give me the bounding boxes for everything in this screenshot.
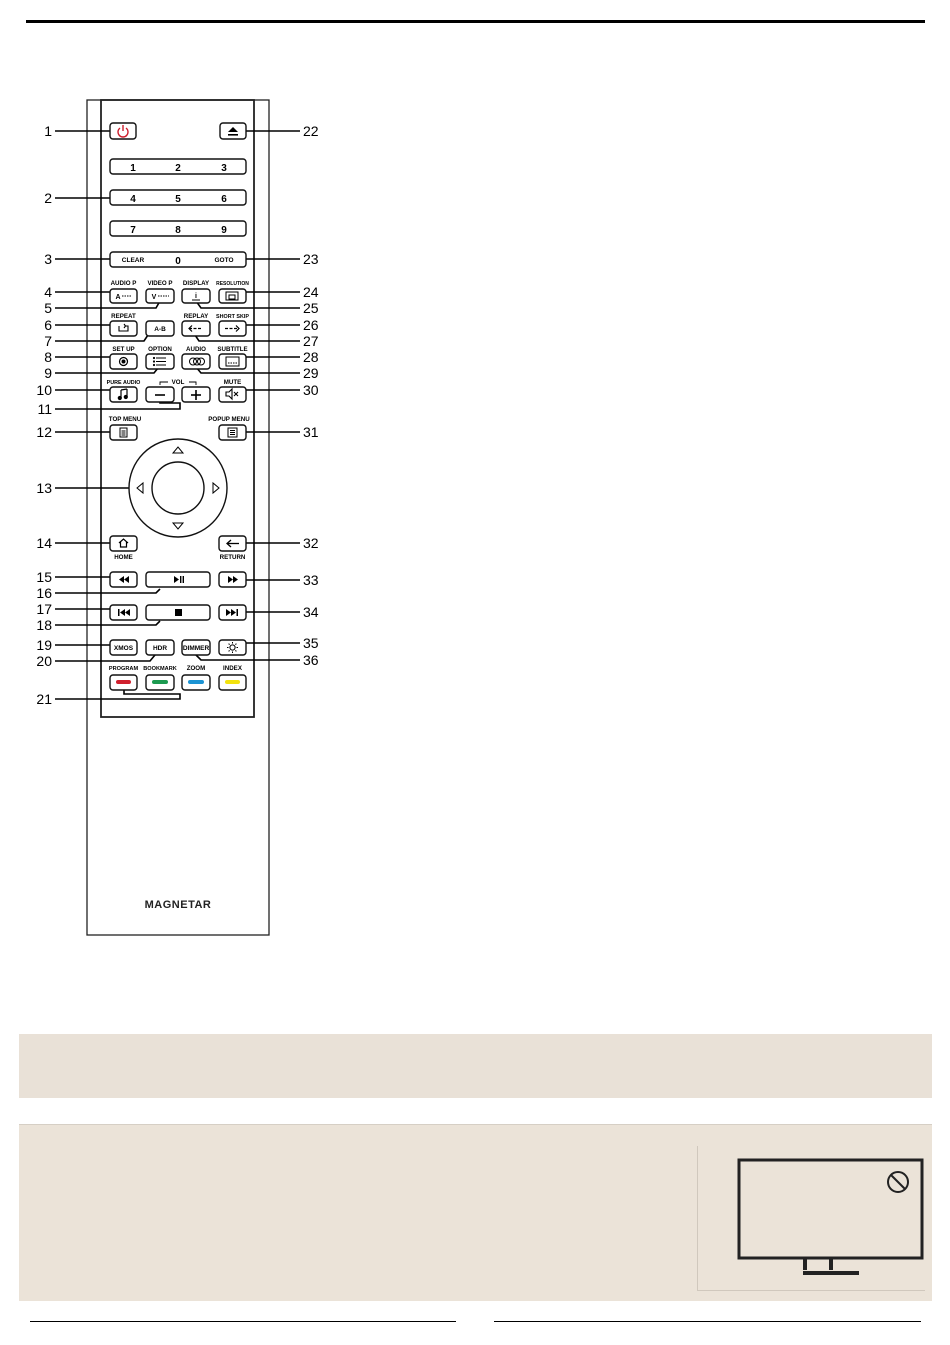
vol-label: VOL (171, 379, 185, 386)
callout-number: 23 (303, 251, 319, 267)
callout-number: 22 (303, 123, 319, 139)
dimmer-key-label: DIMMER (182, 645, 210, 652)
callout-number: 31 (303, 424, 319, 440)
display-label: DISPLAY (182, 280, 210, 287)
video-p-label: VIDEO P (147, 280, 173, 287)
audio-p-glyph: A (115, 294, 121, 301)
callout-number: 1 (44, 123, 52, 139)
key-3: 3 (221, 163, 227, 174)
key-8: 8 (175, 225, 181, 236)
key-1: 1 (130, 163, 136, 174)
callout-number: 14 (36, 535, 52, 551)
hdr-key-label: HDR (152, 645, 168, 652)
callout-number: 18 (36, 617, 52, 633)
callout-number: 32 (303, 535, 319, 551)
green-key-bar (152, 680, 168, 684)
home-label: HOME (114, 554, 133, 561)
footer-rule-right (494, 1321, 921, 1322)
popup-menu-label: POPUP MENU (208, 416, 250, 423)
mute-label: MUTE (223, 379, 242, 386)
program-label: PROGRAM (108, 666, 139, 672)
key-0: 0 (175, 256, 181, 267)
subtitle-button[interactable] (219, 354, 246, 369)
key-2: 2 (175, 163, 181, 174)
top-menu-label: TOP MENU (108, 416, 142, 423)
callout-number: 29 (303, 365, 319, 381)
resolution-button[interactable] (219, 289, 246, 303)
callout-number: 36 (303, 652, 319, 668)
callout-number: 27 (303, 333, 319, 349)
left-callout-numbers (36, 123, 52, 707)
callout-number: 16 (36, 585, 52, 601)
video-p-button[interactable] (146, 289, 174, 303)
yellow-key-bar (225, 680, 240, 684)
callout-number: 24 (303, 284, 319, 300)
footer-rule-left (30, 1321, 456, 1322)
key-4: 4 (130, 194, 136, 205)
callout-number: 25 (303, 300, 319, 316)
callout-number: 11 (37, 401, 52, 417)
ab-key-label: A-B (154, 326, 166, 333)
resolution-label: RESOLUTION (216, 281, 249, 287)
subtitle-label: SUBTITLE (217, 346, 248, 353)
index-label: INDEX (223, 665, 242, 672)
blue-key-bar (188, 680, 204, 684)
goto-key-label: GOTO (214, 257, 234, 264)
pure-audio-label: PURE AUDIO (106, 380, 141, 386)
right-callout-numbers (303, 123, 319, 668)
callout-number: 8 (44, 349, 52, 365)
replay-label: REPLAY (183, 313, 209, 320)
callout-number: 6 (44, 317, 52, 333)
brand-logo: MAGNETAR (144, 899, 212, 911)
bookmark-label: BOOKMARK (143, 666, 177, 672)
info-illustration-panel (697, 1146, 925, 1291)
callout-number: 30 (303, 382, 319, 398)
zoom-label: ZOOM (186, 665, 206, 672)
callout-number: 9 (44, 365, 52, 381)
return-label: RETURN (219, 554, 246, 561)
callout-number: 28 (303, 349, 319, 365)
setup-label: SET UP (112, 346, 135, 353)
callout-number: 26 (303, 317, 319, 333)
key-5: 5 (175, 194, 181, 205)
callout-number: 5 (44, 300, 52, 316)
clear-key-label: CLEAR (121, 257, 145, 264)
callout-number: 34 (303, 604, 319, 620)
callout-number: 3 (44, 251, 52, 267)
red-key-bar (116, 680, 131, 684)
callout-number: 21 (36, 691, 52, 707)
key-9: 9 (221, 225, 227, 236)
short-skip-label: SHORT SKIP (216, 314, 249, 320)
key-6: 6 (221, 194, 227, 205)
video-p-glyph: V (151, 294, 157, 301)
display-glyph: i (195, 293, 197, 300)
callout-number: 19 (36, 637, 52, 653)
note-box (19, 1034, 932, 1098)
callout-number: 20 (36, 653, 52, 669)
xmos-key-label: XMOS (113, 645, 134, 652)
option-label: OPTION (148, 346, 172, 353)
callout-number: 2 (44, 190, 52, 206)
callout-number: 4 (44, 284, 52, 300)
callout-number: 17 (36, 601, 52, 617)
stop-icon (175, 609, 182, 616)
audio-p-label: AUDIO P (110, 280, 137, 287)
callout-number: 15 (36, 569, 52, 585)
audio-label: AUDIO (186, 346, 206, 353)
repeat-button[interactable] (110, 321, 137, 336)
tv-monitor-icon (698, 1146, 925, 1290)
callout-number: 35 (303, 635, 319, 651)
callout-number: 12 (36, 424, 52, 440)
callout-number: 10 (36, 382, 52, 398)
callout-number: 13 (36, 480, 52, 496)
callout-number: 7 (44, 333, 52, 349)
repeat-label: REPEAT (111, 313, 136, 320)
enter-button[interactable] (152, 462, 204, 514)
callout-number: 33 (303, 572, 319, 588)
key-7: 7 (130, 225, 136, 236)
